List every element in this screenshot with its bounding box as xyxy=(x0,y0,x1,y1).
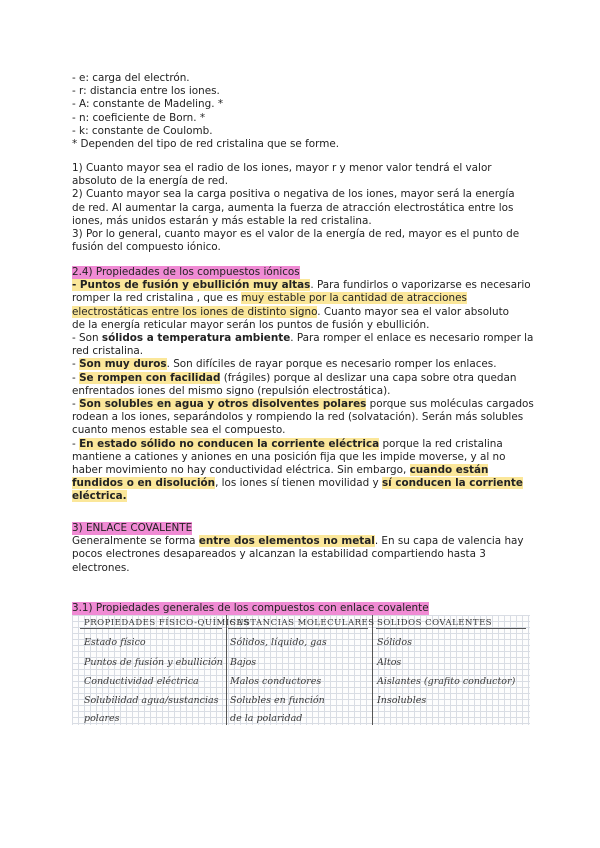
paragraph-line: de red. Al aumentar la carga, aumenta la fuerza de atracción electrostática entre los xyxy=(72,201,514,214)
body-text: - xyxy=(72,437,80,450)
highlight-text: Son muy duros xyxy=(79,358,167,371)
table-cell: Aislantes (grafito conductor) xyxy=(377,676,516,687)
highlight-text: En estado sólido no conducen la corriente eléctrica xyxy=(79,437,380,450)
ionic-properties-section xyxy=(72,266,532,504)
table-cell: Sólidos, líquido, gas xyxy=(230,637,327,648)
section-heading: 3) ENLACE COVALENTE xyxy=(72,522,193,534)
paragraph-line: 2) Cuanto mayor sea la carga positiva o negativa de los iones, mayor será la energía xyxy=(72,188,515,201)
table-cell: polares xyxy=(84,713,120,724)
covalent-bond-section xyxy=(72,522,532,575)
body-text: . En su capa de valencia hay xyxy=(374,535,524,548)
body-text: porque sus moléculas cargados xyxy=(366,398,534,411)
table-cell: Bajos xyxy=(230,657,257,668)
body-text: enfrentados iones del mismo signo (repulsión electrostática). xyxy=(72,384,391,397)
paragraph-line: 1) Cuanto mayor sea el radio de los iones, mayor r y menor valor tendrá el valor xyxy=(72,162,492,174)
highlight-text: sí conducen la corriente xyxy=(382,477,523,490)
highlight-text: eléctrica. xyxy=(72,490,127,503)
table-header: SUSTANCIAS MOLECULARES xyxy=(230,618,375,628)
handwritten-properties-table xyxy=(72,615,530,725)
list-item: - A: constante de Madeling. * xyxy=(72,98,224,111)
body-text: electrones. xyxy=(72,561,130,574)
highlight-text: muy estable por la cantidad de atracciones xyxy=(241,292,467,305)
table-cell: Insolubles xyxy=(377,695,427,706)
table-divider xyxy=(226,615,227,725)
highlight-text: Son solubles en agua y otros disolventes polares xyxy=(79,398,367,411)
table-cell: Puntos de fusión y ebullición xyxy=(84,657,223,668)
body-text: - xyxy=(72,371,80,384)
body-text: porque la red cristalina xyxy=(379,437,503,450)
body-text: de la energía reticular mayor serán los puntos de fusión y ebullición. xyxy=(72,318,430,331)
header-underline xyxy=(376,628,526,629)
body-text: pocos electrones desapareados y alcanzan la estabilidad compartiendo hasta 3 xyxy=(72,548,486,561)
table-cell: Conductividad eléctrica xyxy=(84,676,199,687)
highlight-text: entre dos elementos no metal xyxy=(198,535,375,548)
list-item: - k: constante de Coulomb. xyxy=(72,124,213,137)
body-text: . Son difíciles de rayar porque es necesario romper los enlaces. xyxy=(166,358,497,371)
paragraph-line: iones, más unidos estarán y más estable la red cristalina. xyxy=(72,214,372,227)
body-text: - Son xyxy=(72,332,102,345)
energy-variables-list xyxy=(72,72,532,151)
covalent-properties-heading-block xyxy=(72,602,532,615)
body-text: (frágiles) porque al deslizar una capa sobre otra quedan xyxy=(220,371,517,384)
body-text: cuanto menos estable sea el compuesto. xyxy=(72,424,286,437)
body-text: . Cuanto mayor sea el valor absoluto xyxy=(317,305,510,318)
list-item: - r: distancia entre los iones. xyxy=(72,85,220,98)
paragraph-line: absoluto de la energía de red. xyxy=(72,175,229,188)
table-cell: Solubilidad agua/sustancias xyxy=(84,695,219,706)
lattice-energy-rules xyxy=(72,162,532,254)
body-text: mantiene a cationes y aniones en una posición fija que les impide moverse, y al no xyxy=(72,450,506,463)
table-header: PROPIEDADES FÍSICO-QUÍMICAS xyxy=(84,618,250,628)
body-text: . Para fundirlos o vaporizarse es necesario xyxy=(310,279,531,292)
body-text: haber movimiento no hay conductividad eléctrica. Sin embargo, xyxy=(72,464,410,477)
table-cell: Malos conductores xyxy=(230,676,322,687)
table-cell: Solubles en función xyxy=(230,695,325,706)
body-text: , los iones sí tienen movilidad y xyxy=(215,477,382,490)
table-header: SOLIDOS COVALENTES xyxy=(377,618,493,628)
body-text: rodean a los iones, separándolos y rompiendo la red (solvatación). Serán más solubles xyxy=(72,411,524,424)
header-underline xyxy=(228,628,368,629)
section-heading: 2.4) Propiedades de los compuestos iónicos xyxy=(72,266,300,278)
body-text: . Para romper el enlace es necesario romper la xyxy=(290,332,534,345)
table-cell: Altos xyxy=(377,657,402,668)
list-item: - e: carga del electrón. xyxy=(72,72,190,84)
table-cell: de la polaridad xyxy=(230,713,303,724)
list-note: * Dependen del tipo de red cristalina que se forme. xyxy=(72,138,340,151)
table-cell: Estado físico xyxy=(84,637,146,648)
list-item: - n: coeficiente de Born. * xyxy=(72,111,206,124)
highlight-text: - Puntos de fusión y ebullición muy altas xyxy=(72,279,311,292)
highlight-text: fundidos o en disolución xyxy=(72,477,216,490)
header-underline xyxy=(80,628,222,629)
body-text: romper la red cristalina , que es xyxy=(72,292,242,305)
paragraph-line: 3) Por lo general, cuanto mayor es el valor de la energía de red, mayor es el punto de xyxy=(72,228,520,241)
highlight-text: cuando están xyxy=(409,464,489,477)
table-cell: Sólidos xyxy=(377,637,412,648)
table-divider xyxy=(372,615,373,725)
highlight-text: electrostáticas entre los iones de distinto signo xyxy=(72,305,318,318)
highlight-text: Se rompen con facilidad xyxy=(79,371,221,384)
body-text: Generalmente se forma xyxy=(72,535,199,548)
paragraph-line: fusión del compuesto iónico. xyxy=(72,241,221,254)
body-text: - xyxy=(72,398,80,411)
bold-text: sólidos a temperatura ambiente xyxy=(101,332,291,345)
body-text: - xyxy=(72,358,80,371)
section-heading: 3.1) Propiedades generales de los compuestos con enlace covalente xyxy=(72,602,429,614)
body-text: red cristalina. xyxy=(72,345,144,358)
